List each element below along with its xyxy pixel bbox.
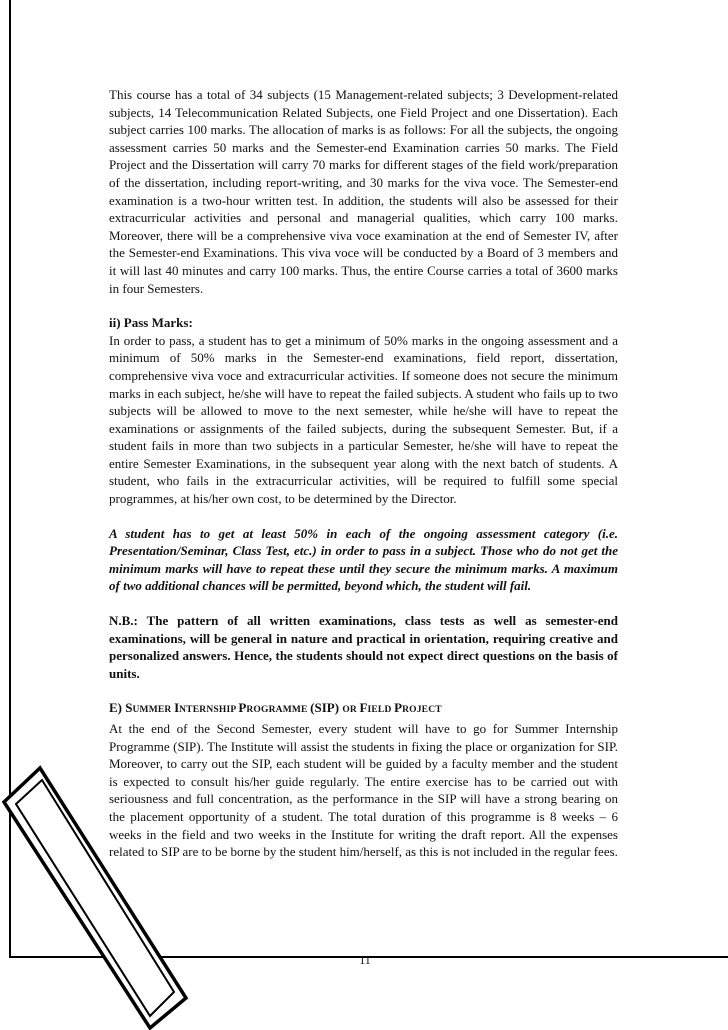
sip-heading: E) SUMMER INTERNSHIP PROGRAMME (SIP) OR FIELD PROJECT: [109, 700, 442, 716]
sip-paragraph: At the end of the Second Semester, every student will have to go for Summer Internship Programme (SIP). The Institute will assist the students in fixing the place or organization for SIP. Moreover, to carry out the SIP, each student will be guided by a faculty member and the student is expected to consult his/her guide regularly. The entire exercise has to be carried out with seriousness and full concentration, as the performance in the SIP will have a strong bearing on the placement opportunity of a student. The total duration of this programme is 8 weeks – 6 weeks in the field and two weeks in the Institute for writing the draft report. All the expenses related to SIP are to be borne by the student him/herself, as this is not included in the regular fees.: [109, 721, 618, 860]
pass-marks-paragraph: In order to pass, a student has to get a minimum of 50% marks in the ongoing assessment and a minimum of 50% marks in the Semester-end examinations, field report, dissertation, comprehensive viva voce and extracurricular activities. If someone does not secure the minimum marks in each subject, he/she will have to repeat the failed subjects. A student who fails up to two subjects will be allowed to move to the next semester, while he/she will have to repeat the examinations or assignments of the failed subjects, during the subsequent Semester. But, if a student fails in more than two subjects in a particular Semester, he/she will have to repeat the entire Semester Examinations, in the subsequent year along with the next batch of students. A student, who fails in the extracurricular activities, will be required to fulfill some special programmes, at his/her own cost, to be determined by the Director.: [109, 332, 618, 507]
nb-note: N.B.: The pattern of all written examinations, class tests as well as semester-end examinations, will be general in nature and practical in orientation, requiring creative and personalized answers. Hence, the students should not expect direct questions on the basis of units.: [109, 613, 618, 681]
bookmark-ribbon-icon: [0, 760, 190, 1030]
pass-marks-heading: ii) Pass Marks:: [109, 315, 193, 331]
assessment-note: A student has to get at least 50% in each of the ongoing assessment category (i.e. Presentation/Seminar, Class Test, etc.) in order to pass in a subject. Those who do not get the minimum marks will have to repeat these until they secure the minimum marks. A maximum of two additional chances will be permitted, beyond which, the student will fail.: [109, 525, 618, 594]
page-number: 11: [359, 953, 371, 967]
course-overview-paragraph: This course has a total of 34 subjects (15 Management-related subjects; 3 Development-related subjects, 14 Telecommunication Related Subjects, one Field Project and one Dissertation). Each subject carries 100 marks. The allocation of marks is as follows: For all the subjects, the ongoing assessment carries 50 marks and the Semester-end Examination carries 50 marks. The Field Project and the Dissertation will carry 70 marks for different stages of the field work/preparation of the dissertation, including report-writing, and 30 marks for the viva voce. The Semester-end examination is a two-hour written test. In addition, the students will also be assessed for their extracurricular activities and personal and managerial qualities, which carry 100 marks. Moreover, there will be a comprehensive viva voce examination at the end of Semester IV, after the Semester-end Examinations. This viva voce will be conducted by a Board of 3 members and it will last 40 minutes and carry 100 marks. Thus, the entire Course carries a total of 3600 marks in four Semesters.: [109, 87, 618, 296]
document-body: [109, 86, 618, 861]
